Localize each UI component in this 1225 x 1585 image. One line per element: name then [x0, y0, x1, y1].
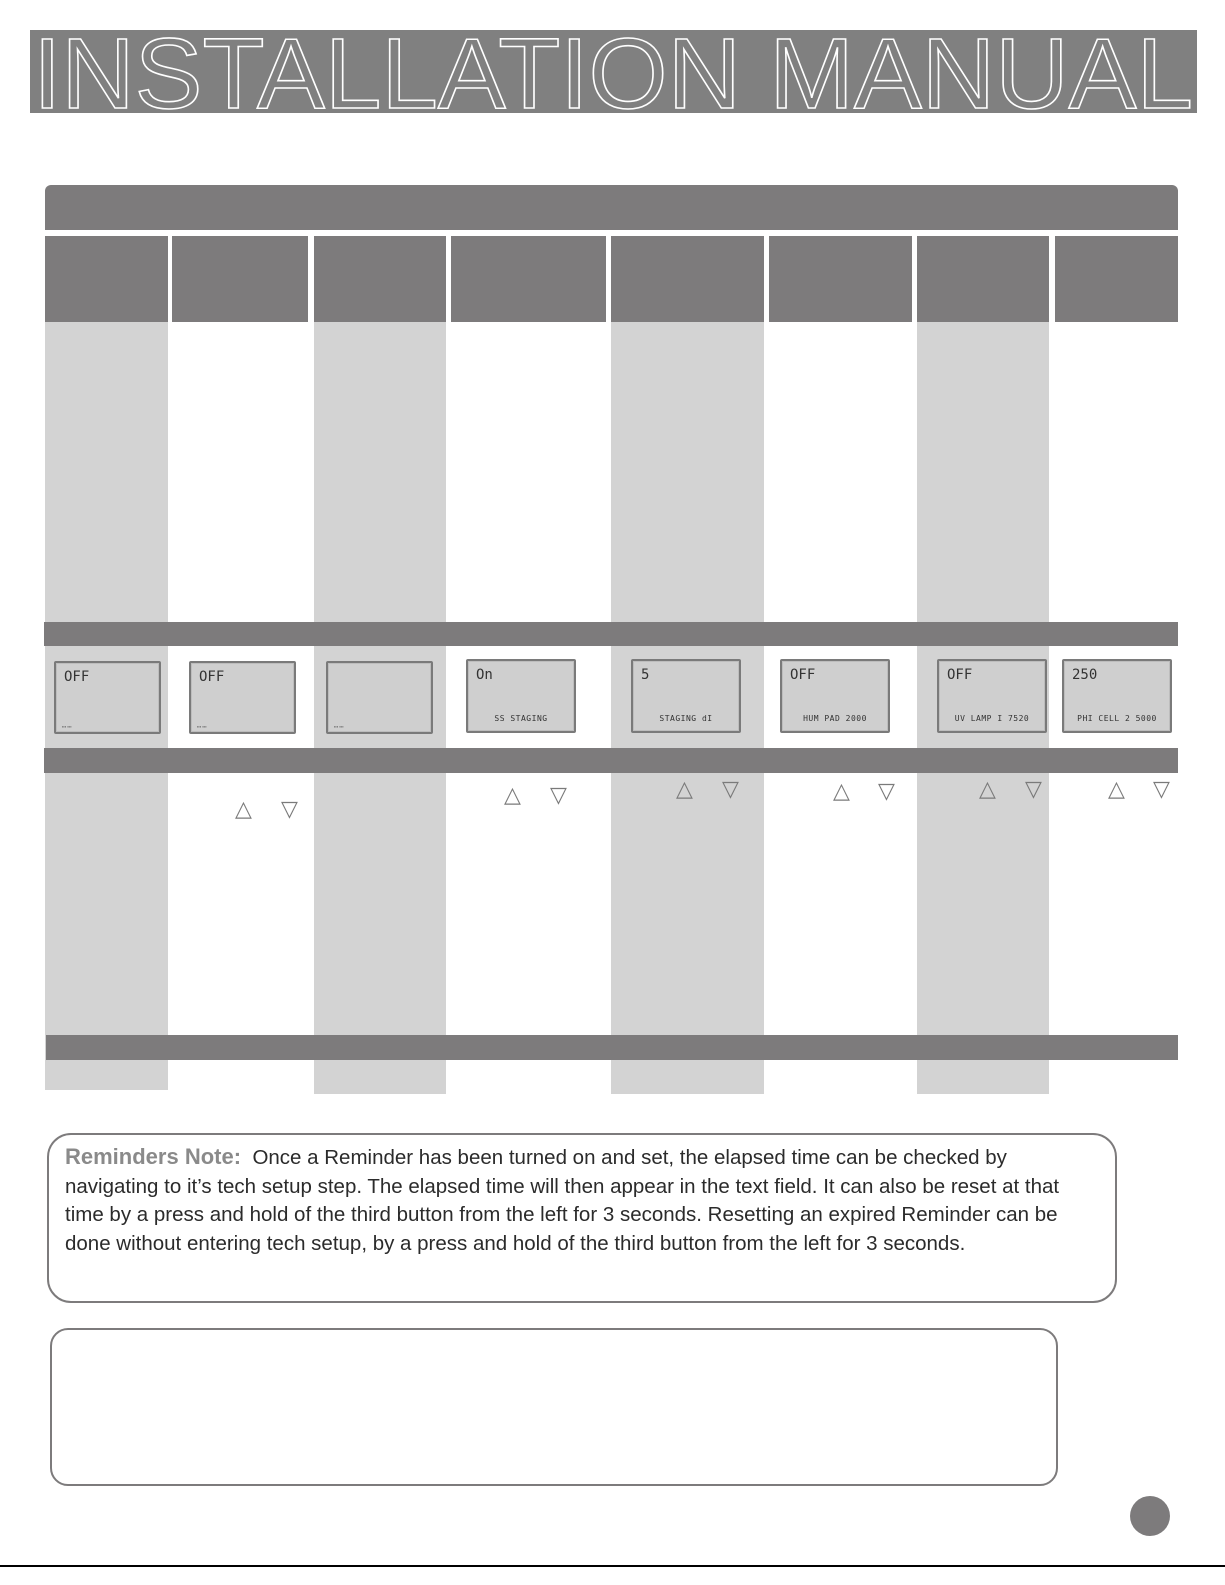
lcd-value: OFF	[64, 669, 90, 685]
column-header-7	[917, 236, 1049, 322]
bottom-rule	[0, 1565, 1225, 1567]
lcd-footer-mark: ▪▪▪ ▪▪▪	[197, 724, 207, 729]
up-arrow-icon: △	[676, 777, 693, 802]
reminders-note-body: Once a Reminder has been turned on and set, the elapsed time can be checked by navigating to it’s tech setup step. The elapsed time will then appear in the text field. It can also be reset at that time by a press and hold of the third button from the left for 3 seconds. Resetting an expired Reminder can be done without entering tech setup, by a press and hold of the third button from the left for 3 seconds.	[65, 1146, 1060, 1255]
reminders-note-text	[65, 1143, 1101, 1258]
lcd-text: PHI CELL 2 5000	[1077, 714, 1157, 723]
up-arrow-icon: △	[235, 797, 252, 822]
lcd-footer-mark: ▪▪▪ ▪▪▪	[334, 724, 344, 729]
lcd-screen-6	[780, 659, 890, 733]
lcd-screen-8	[1062, 659, 1172, 733]
table-header-bar	[45, 185, 1178, 230]
up-arrow-icon: △	[504, 783, 521, 808]
column-header-3	[314, 236, 446, 322]
up-arrow-icon: △	[1108, 777, 1125, 802]
lcd-text: UV LAMP I 7520	[954, 714, 1030, 723]
reminders-note-box	[47, 1133, 1117, 1303]
down-arrow-icon: ▽	[1153, 777, 1170, 802]
down-arrow-icon: ▽	[281, 797, 298, 822]
page-number-badge	[1130, 1496, 1170, 1536]
down-arrow-icon: ▽	[722, 777, 739, 802]
down-arrow-icon: ▽	[878, 779, 895, 804]
title-banner	[30, 30, 1197, 113]
empty-note-box	[50, 1328, 1058, 1486]
lcd-value: On	[476, 667, 493, 683]
lcd-value: 5	[641, 667, 650, 683]
lcd-footer-mark: ▪▪▪ ▪▪▪	[62, 724, 72, 729]
lcd-screen-4	[466, 659, 576, 733]
column-header-1	[45, 236, 168, 322]
down-arrow-icon: ▽	[550, 783, 567, 808]
lcd-screen-2	[189, 661, 296, 734]
lcd-screen-3	[326, 661, 433, 734]
column-header-6	[769, 236, 912, 322]
row-band-buttons	[44, 748, 1178, 773]
column-header-5	[611, 236, 764, 322]
lcd-screen-1	[54, 661, 161, 734]
reminders-note-heading: Reminders Note:	[65, 1144, 242, 1169]
lcd-value: OFF	[199, 669, 225, 685]
lcd-screen-7	[937, 659, 1047, 733]
column-header-4	[451, 236, 606, 322]
row-band-bottom	[46, 1035, 1178, 1060]
lcd-value: 250	[1072, 667, 1098, 683]
lcd-value: OFF	[790, 667, 816, 683]
column-header-2	[172, 236, 308, 322]
lcd-text: HUM PAD 2000	[803, 714, 867, 723]
lcd-value: OFF	[947, 667, 973, 683]
manual-title: INSTALLATION MANUAL	[33, 30, 1193, 113]
down-arrow-icon: ▽	[1025, 777, 1042, 802]
lcd-screen-5	[631, 659, 741, 733]
lcd-text: STAGING dI	[659, 714, 713, 723]
up-arrow-icon: △	[833, 779, 850, 804]
row-band-display	[44, 622, 1178, 646]
column-header-8	[1055, 236, 1178, 322]
title-graphic	[30, 30, 1197, 113]
lcd-text: SS STAGING	[494, 714, 548, 723]
up-arrow-icon: △	[979, 777, 996, 802]
